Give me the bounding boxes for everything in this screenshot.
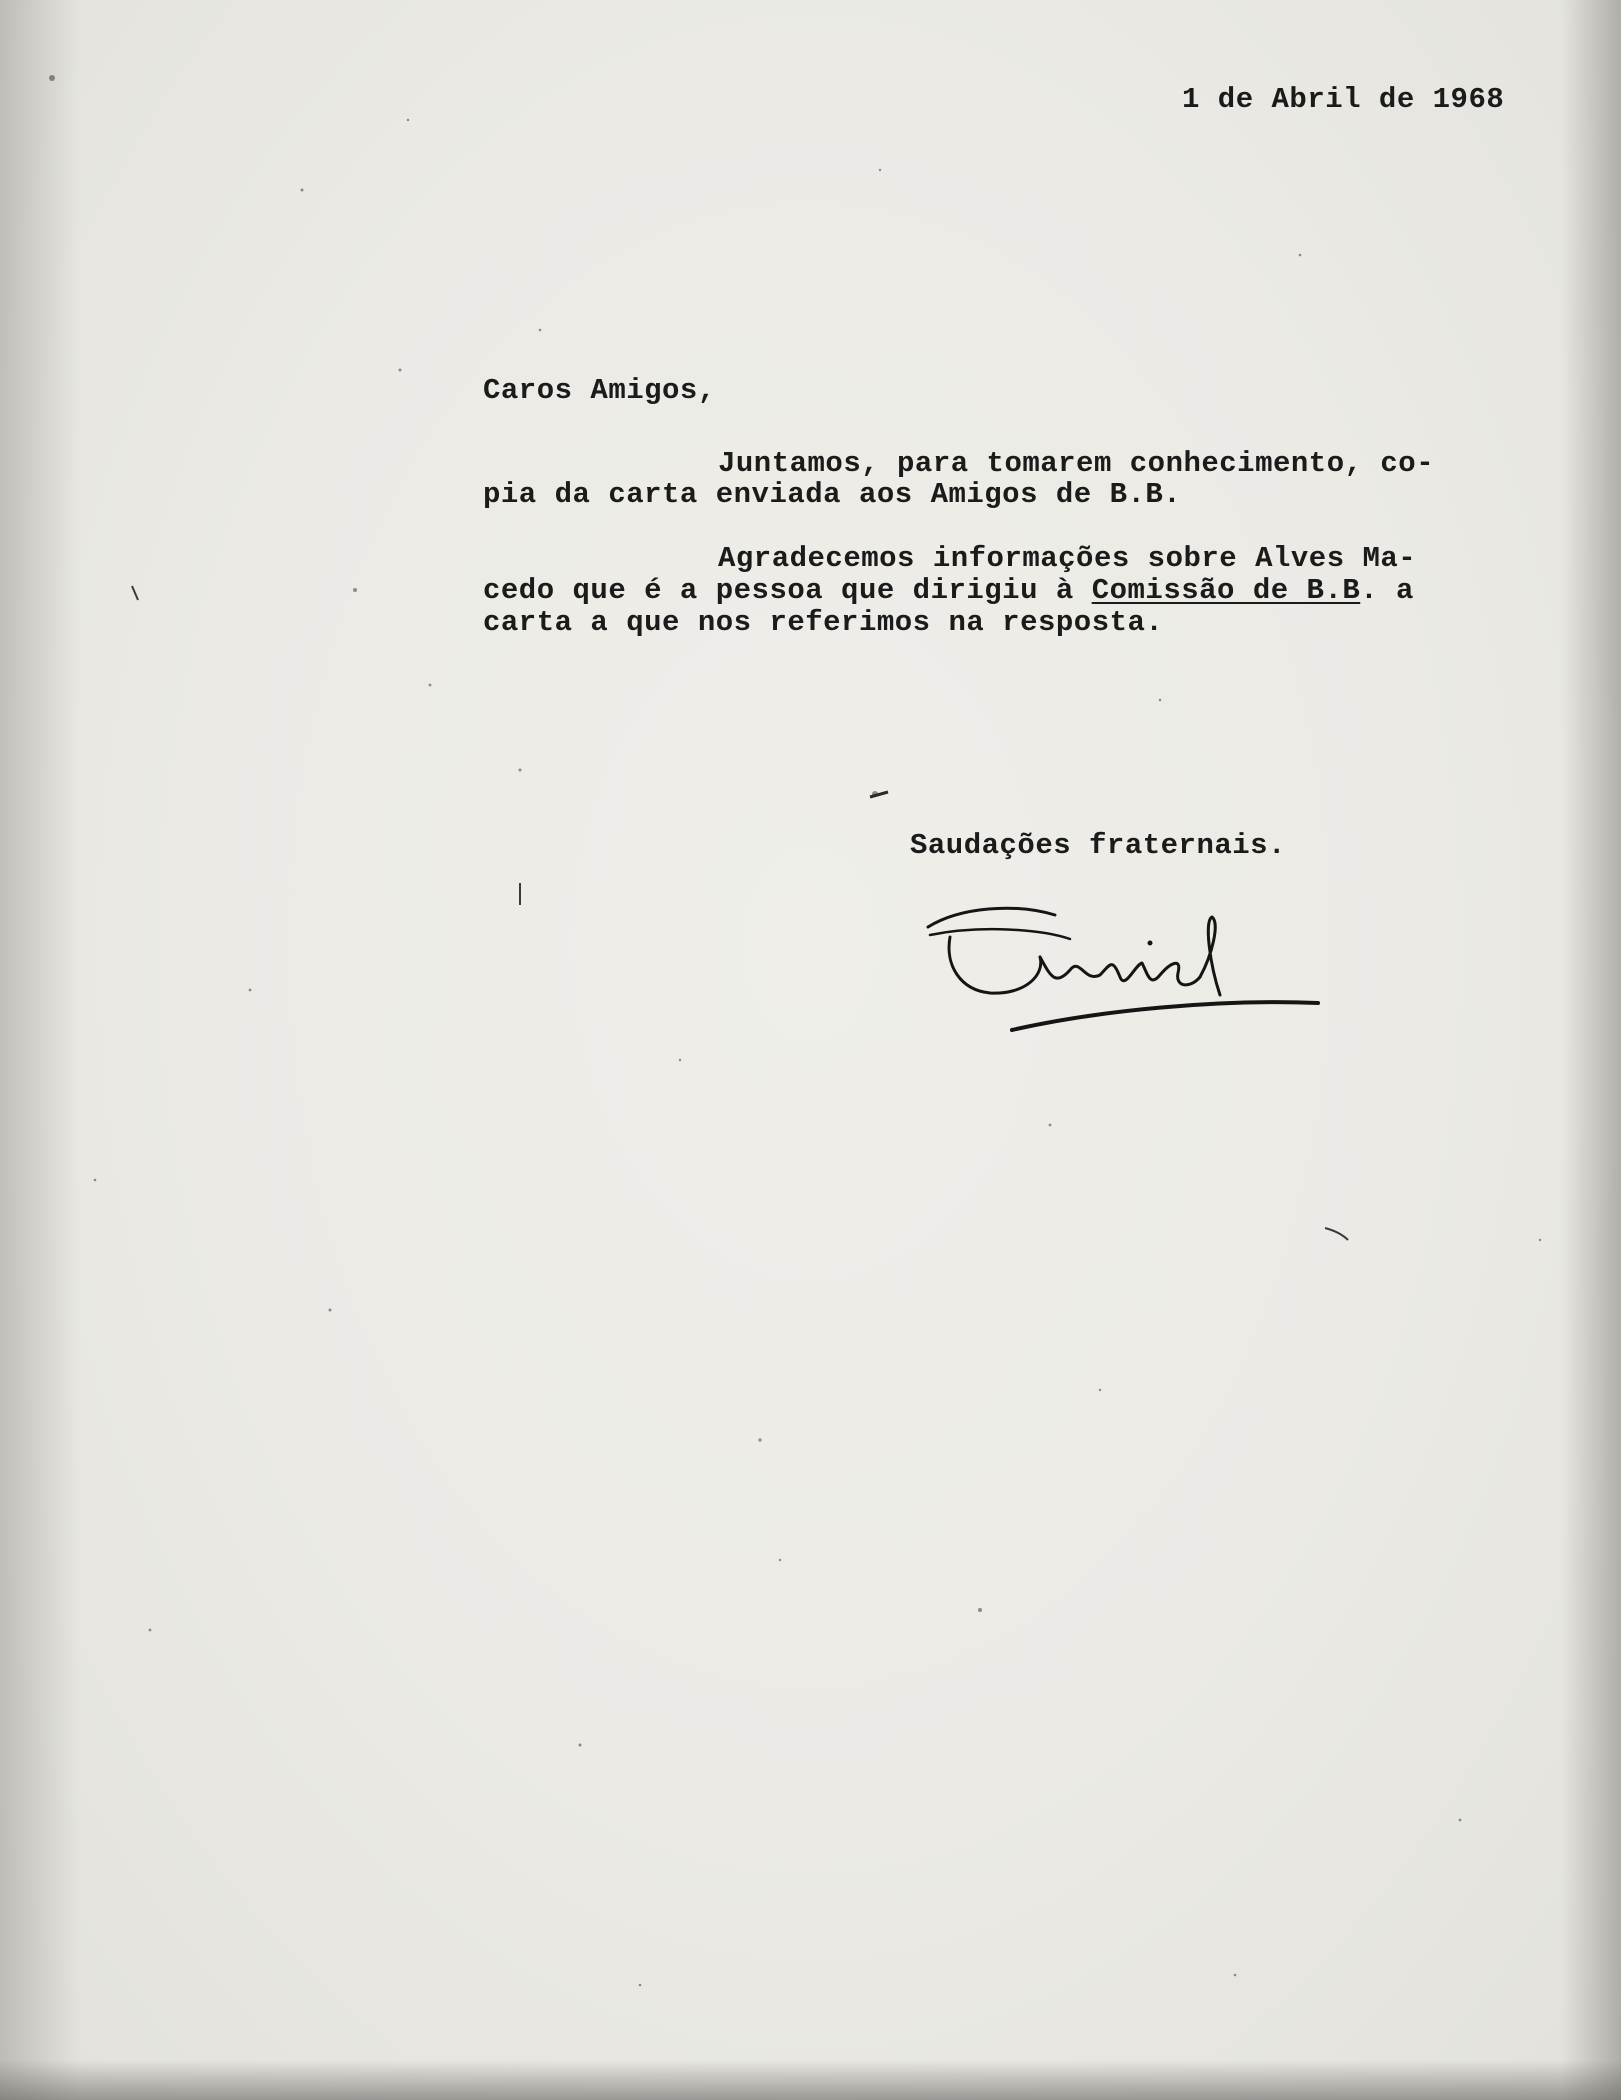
paragraph-2-line-1: Agradecemos informações sobre Alves Ma-: [718, 542, 1417, 575]
salutation: Caros Amigos,: [483, 374, 716, 407]
underlined-commission-name: Comissão de B.B: [1091, 574, 1361, 607]
handwritten-signature: [920, 895, 1340, 1045]
paragraph-2-line-2-text: cedo que é a pessoa que dirigiu à: [483, 574, 1092, 607]
paragraph-2-line-2-end: . a: [1360, 574, 1414, 607]
paragraph-1-line-1: Juntamos, para tomarem conhecimento, co-: [718, 447, 1435, 480]
paragraph-2-line-2: [483, 574, 1414, 608]
paragraph-1-line-2: pia da carta enviada aos Amigos de B.B.: [483, 478, 1182, 511]
closing-greeting: Saudações fraternais.: [910, 829, 1286, 862]
letter-date: 1 de Abril de 1968: [1182, 83, 1505, 116]
paragraph-2-line-3: carta a que nos referimos na resposta.: [483, 606, 1164, 639]
